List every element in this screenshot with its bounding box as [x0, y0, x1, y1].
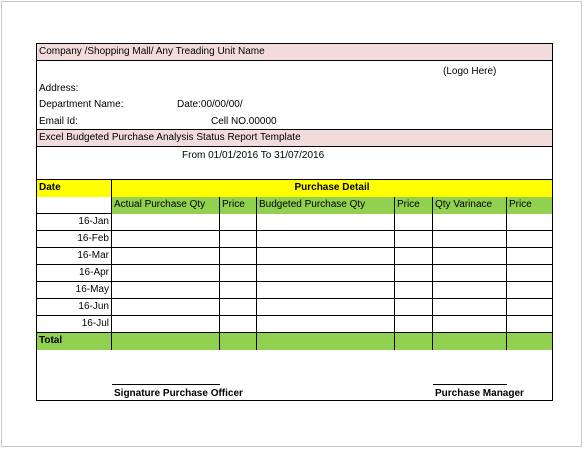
table-row [37, 316, 552, 333]
data-cell [507, 316, 552, 333]
department-label: Department Name: [39, 99, 124, 110]
data-cell [433, 299, 507, 316]
date-cell: 16-Jun [37, 299, 112, 316]
table-row [37, 265, 552, 282]
data-cell [395, 214, 433, 231]
cell-label: Cell NO.00000 [211, 116, 277, 127]
data-cell [257, 231, 395, 248]
data-cell [507, 248, 552, 265]
data-cell [220, 265, 257, 282]
data-cell [112, 316, 220, 333]
data-cell [433, 231, 507, 248]
date-cell: 16-Feb [37, 231, 112, 248]
total-row [37, 333, 552, 350]
data-cell [507, 231, 552, 248]
purchase-detail-header: Purchase Detail [112, 180, 552, 197]
date-cell: 16-Jan [37, 214, 112, 231]
email-label: Email Id: [39, 116, 78, 127]
data-cell [112, 231, 220, 248]
data-cell [257, 248, 395, 265]
info-block [37, 61, 552, 130]
column-header: Actual Purchase Qty [112, 197, 220, 214]
table-row [37, 282, 552, 299]
data-cell [220, 299, 257, 316]
column-header: Budgeted Purchase Qty [257, 197, 395, 214]
data-cell [433, 265, 507, 282]
total-cell [112, 333, 220, 350]
data-cell [433, 214, 507, 231]
data-cell [220, 214, 257, 231]
total-cell [507, 333, 552, 350]
data-cell [220, 248, 257, 265]
data-cell [257, 299, 395, 316]
data-cell [257, 282, 395, 299]
signature-line-officer [112, 384, 220, 385]
total-label: Total [37, 333, 112, 350]
data-cell [257, 316, 395, 333]
column-header: Price [395, 197, 433, 214]
data-cell [507, 299, 552, 316]
date-cell: 16-Mar [37, 248, 112, 265]
column-header-row [37, 197, 552, 214]
period-row [37, 147, 552, 180]
data-cell [395, 231, 433, 248]
table-row [37, 248, 552, 265]
total-cell [395, 333, 433, 350]
data-cell [220, 316, 257, 333]
data-cell [433, 248, 507, 265]
purchase-manager-label: Purchase Manager [435, 388, 524, 399]
table-row [37, 214, 552, 231]
total-cell [220, 333, 257, 350]
report-period: From 01/01/2016 To 31/07/2016 [182, 150, 325, 161]
total-cell [257, 333, 395, 350]
data-cell [395, 299, 433, 316]
data-cell [112, 214, 220, 231]
data-cell [112, 299, 220, 316]
column-header: Qty Varinace [433, 197, 507, 214]
data-cell [220, 231, 257, 248]
address-label: Address: [39, 83, 79, 94]
column-header: Price [507, 197, 552, 214]
report-title: Excel Budgeted Purchase Analysis Status Report Template [39, 132, 301, 143]
column-header: Price [220, 197, 257, 214]
total-cell [433, 333, 507, 350]
data-cell [507, 282, 552, 299]
date-label: Date:00/00/00/ [177, 99, 243, 110]
data-cell [220, 282, 257, 299]
signature-line-manager [433, 384, 507, 385]
signature-officer-label: Signature Purchase Officer [114, 388, 243, 399]
data-cell [257, 265, 395, 282]
data-cell [395, 248, 433, 265]
company-row [37, 44, 552, 61]
report-sheet [36, 43, 553, 401]
data-cell [112, 248, 220, 265]
data-cell [395, 265, 433, 282]
report-title-row [37, 130, 552, 147]
data-cell [433, 282, 507, 299]
data-cell [433, 316, 507, 333]
date-cell: 16-May [37, 282, 112, 299]
table-header-row [37, 180, 552, 197]
company-name: Company /Shopping Mall/ Any Treading Unit Name [39, 46, 265, 57]
data-cell [395, 282, 433, 299]
data-cell [112, 282, 220, 299]
data-cell [507, 214, 552, 231]
date-cell: 16-Apr [37, 265, 112, 282]
date-cell: 16-Jul [37, 316, 112, 333]
table-row [37, 231, 552, 248]
data-cell [257, 214, 395, 231]
logo-placeholder: (Logo Here) [443, 66, 497, 77]
data-cell [395, 316, 433, 333]
table-row [37, 299, 552, 316]
data-cell [112, 265, 220, 282]
data-cell [507, 265, 552, 282]
date-header: Date [37, 180, 112, 197]
column-header-blank [37, 197, 112, 214]
